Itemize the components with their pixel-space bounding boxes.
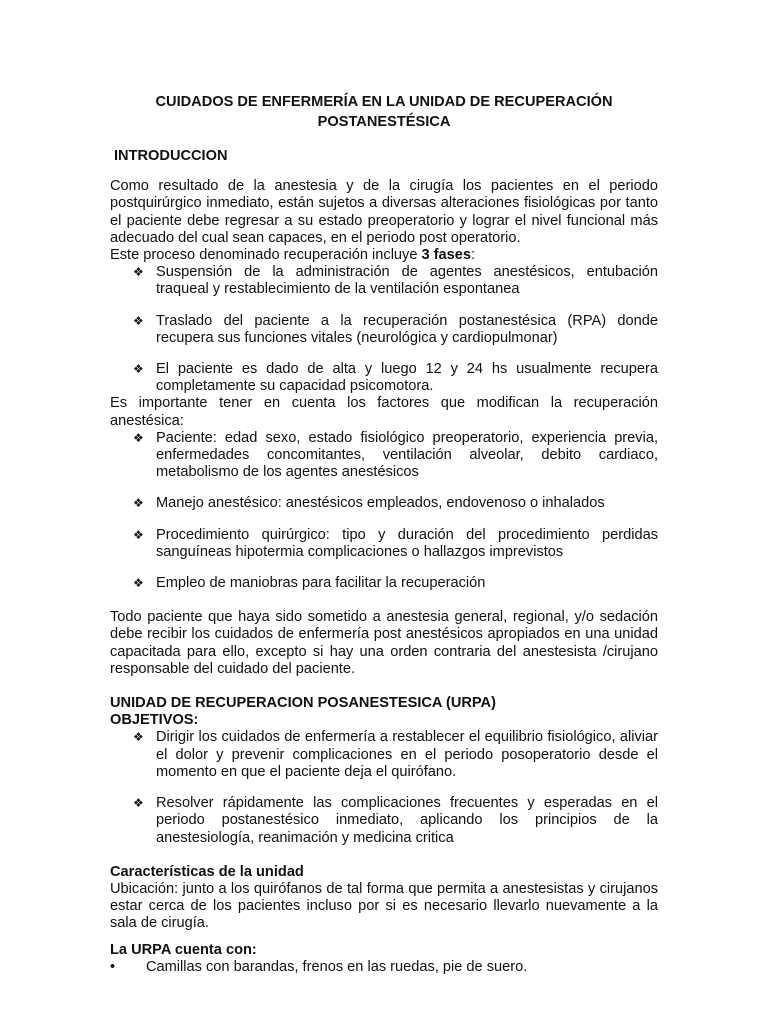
unit-heading: Características de la unidad	[110, 863, 304, 880]
list-item-text: Suspensión de la administración de agentes anestésicos, entubación traqueal y restablecimiento de la ventilación espontanea	[156, 264, 658, 298]
list-item	[110, 575, 658, 592]
closing-paragraph: Todo paciente que haya sido sometido a anestesia general, regional, y/o sedación debe recibir los cuidados de enfermería post anestésicos apropiados en una unidad capacitada para ello, excepto si hay una orden contraria del anestesista /cirujano responsable del cuidado del paciente.	[110, 609, 658, 677]
list-item-text: El paciente es dado de alta y luego 12 y 24 hs usualmente recupera completamente su capacidad psicomotora.	[156, 361, 658, 395]
phases-intro-text: Este proceso denominado recuperación incluye	[110, 247, 422, 264]
list-item-text: Traslado del paciente a la recuperación postanestésica (RPA) donde recupera sus funciones vitales (neurológica y cardiopulmonar)	[156, 312, 658, 346]
diamond-bullet-icon: ❖	[133, 265, 144, 280]
factors-list	[110, 430, 658, 592]
diamond-bullet-icon: ❖	[133, 362, 144, 377]
phases-intro	[110, 247, 658, 264]
objectives-heading: OBJETIVOS:	[110, 712, 199, 729]
list-item	[110, 430, 658, 482]
list-item-text: Dirigir los cuidados de enfermería a restablecer el equilibrio fisiológico, aliviar el dolor y prevenir complicaciones en el periodo posoperatorio desde el momento en que el paciente deja el quirófano.	[156, 729, 658, 780]
list-item-text: Manejo anestésico: anestésicos empleados, endovenoso o inhalados	[156, 495, 605, 512]
equipment-heading: La URPA cuenta con:	[110, 941, 257, 958]
list-item-text: Empleo de maniobras para facilitar la recuperación	[156, 575, 486, 592]
document-title-line-2: POSTANESTÉSICA	[317, 114, 451, 130]
objectives-list	[110, 729, 658, 846]
list-item-text: Camillas con barandas, frenos en las ruedas, pie de suero.	[146, 958, 528, 975]
phases-count: 3 fases	[421, 247, 472, 264]
diamond-bullet-icon: ❖	[133, 576, 144, 591]
equipment-list	[110, 959, 658, 976]
list-item	[110, 495, 658, 512]
list-item	[110, 361, 658, 395]
urpa-heading: UNIDAD DE RECUPERACION POSANESTESICA (URPA)	[110, 695, 496, 712]
diamond-bullet-icon: ❖	[133, 730, 144, 745]
list-item	[110, 795, 658, 847]
diamond-bullet-icon: ❖	[133, 527, 144, 542]
diamond-bullet-icon: ❖	[133, 496, 144, 511]
list-item	[110, 527, 658, 561]
list-item	[110, 313, 658, 347]
list-item	[110, 264, 658, 298]
intro-heading: INTRODUCCION	[114, 148, 228, 164]
diamond-bullet-icon: ❖	[133, 430, 144, 445]
dot-bullet-icon: •	[110, 958, 116, 975]
intro-paragraph: Como resultado de la anestesia y de la cirugía los pacientes en el periodo postquirúrgico inmediato, están sujetos a diversas alteraciones fisiológicas por tanto el paciente debe regresar a su estado preoperatorio y lograr el nivel funcional más adecuado del cual sean capaces, en el periodo post operatorio.	[110, 178, 658, 246]
unit-location: Ubicación: junto a los quirófanos de tal forma que permita a anestesistas y cirujanos estar cerca de los pacientes incluso por si es necesario llevarlo nuevamente a la sala de cirugía.	[110, 880, 658, 932]
document-page	[110, 92, 658, 976]
factors-intro: Es importante tener en cuenta los factores que modifican la recuperación anestésica:	[110, 395, 658, 429]
list-item-text: Procedimiento quirúrgico: tipo y duración del procedimiento perdidas sanguíneas hipotermia complicaciones o hallazgos imprevistos	[156, 526, 658, 560]
document-title-line-1: CUIDADOS DE ENFERMERÍA EN LA UNIDAD DE RECUPERACIÓN	[155, 94, 613, 110]
diamond-bullet-icon: ❖	[133, 313, 144, 328]
document-title	[110, 92, 658, 132]
diamond-bullet-icon: ❖	[133, 796, 144, 811]
list-item-text: Paciente: edad sexo, estado fisiológico preoperatorio, experiencia previa, enfermedades concomitantes, ventilación alveolar, debito cardiaco, metabolismo de los agentes anestésicos	[156, 429, 658, 481]
list-item	[110, 729, 658, 781]
list-item-text: Resolver rápidamente las complicaciones frecuentes y esperadas en el periodo postanestésico inmediato, aplicando los principios de la anestesiología, reanimación y medicina critica	[156, 795, 658, 846]
list-item	[110, 959, 658, 976]
phases-intro-colon: :	[471, 247, 476, 264]
phases-list	[110, 264, 658, 395]
